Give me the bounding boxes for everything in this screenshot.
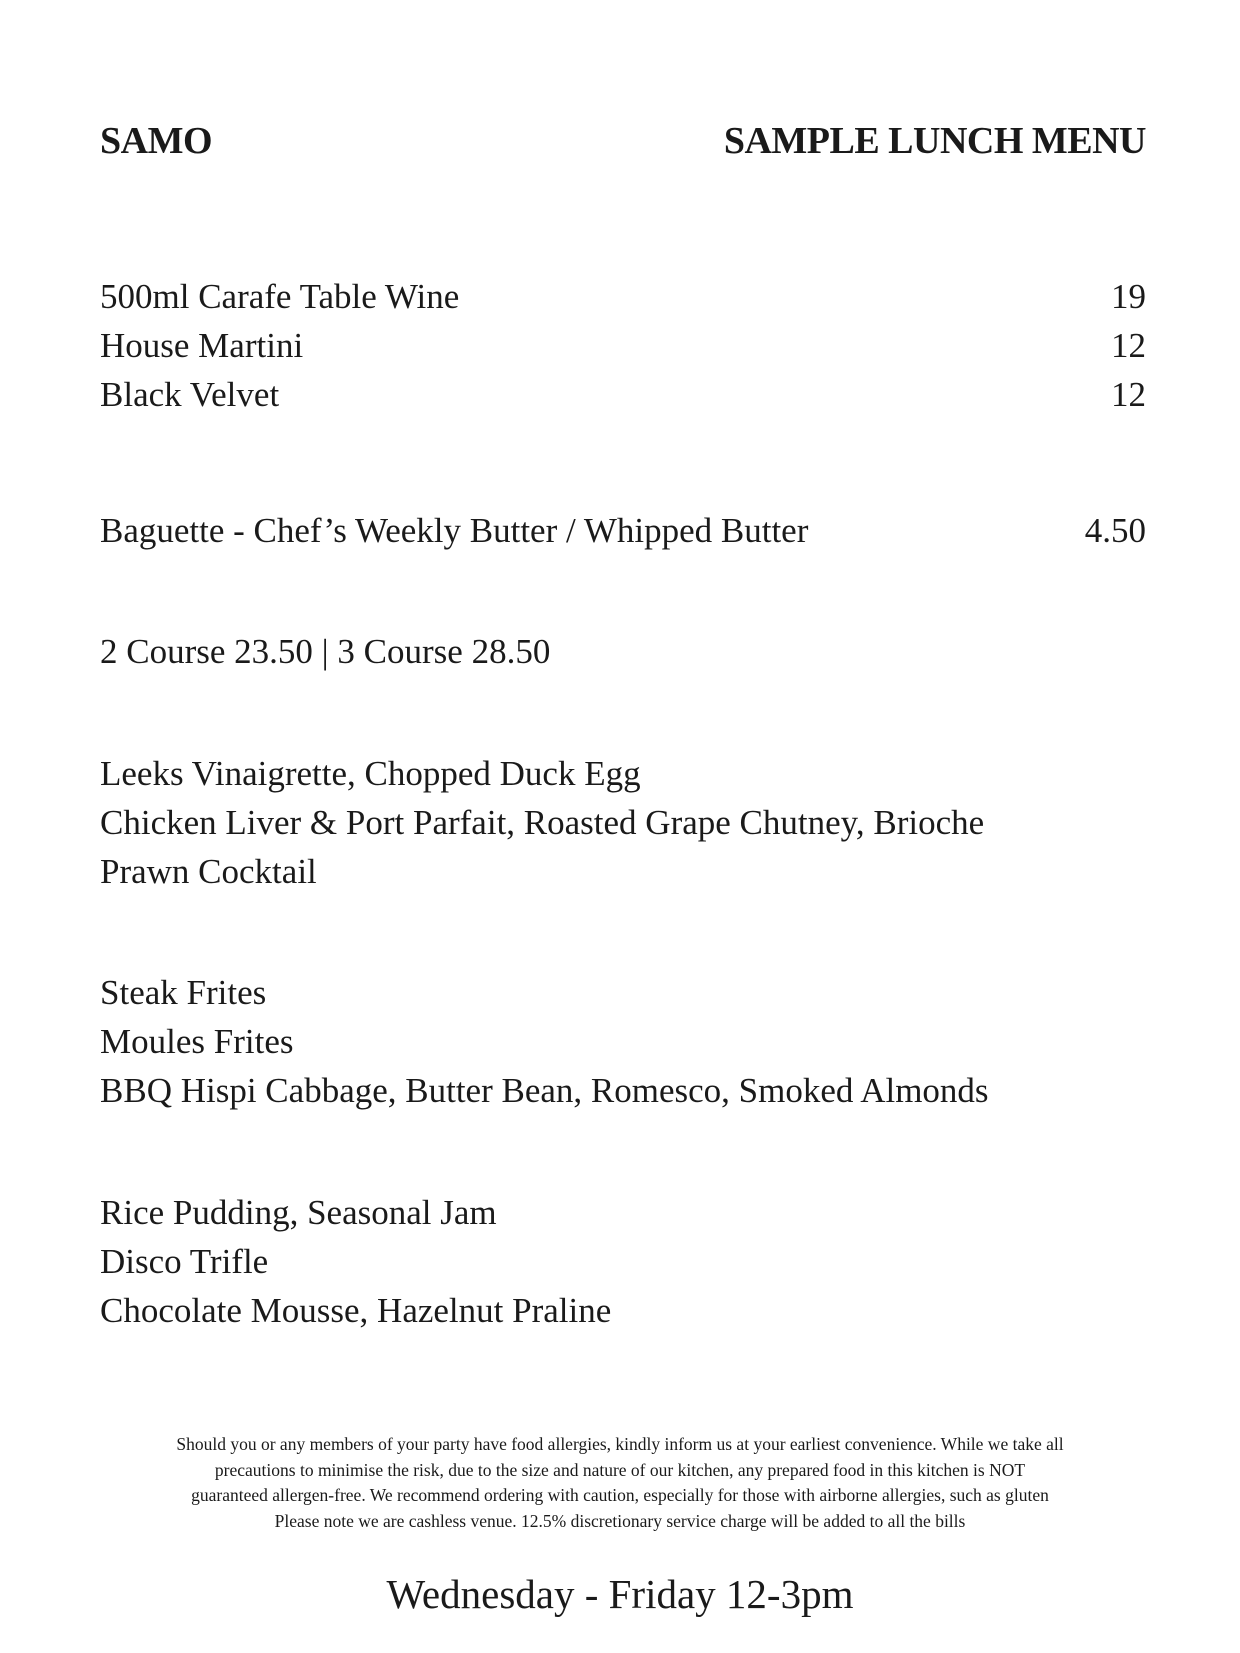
- bread-price: 4.50: [1084, 511, 1146, 550]
- main-item: Moules Frites: [100, 1022, 294, 1061]
- bread-name: Baguette - Chef’s Weekly Butter / Whipped Butter: [100, 511, 809, 550]
- dessert-item: Rice Pudding, Seasonal Jam: [100, 1193, 497, 1232]
- notice-line: Please note we are cashless venue. 12.5% discretionary service charge will be added to all the bills: [274, 1510, 966, 1531]
- main-item: Steak Frites: [100, 973, 267, 1012]
- dessert-item: Disco Trifle: [100, 1242, 269, 1281]
- drink-item: [100, 272, 1146, 321]
- notice-line: guaranteed allergen-free. We recommend ordering with caution, especially for those with airborne allergies, such as gluten: [191, 1485, 1049, 1505]
- drink-name: 500ml Carafe Table Wine: [100, 277, 460, 316]
- restaurant-name: SAMO: [100, 120, 212, 162]
- drink-item: [100, 321, 1146, 370]
- bread-item: [100, 506, 1146, 555]
- drink-price: 19: [1111, 277, 1146, 316]
- allergy-notice: [90, 1432, 1150, 1534]
- notice-line: Should you or any members of your party have food allergies, kindly inform us at your earliest convenience. While we take all: [176, 1434, 1064, 1454]
- menu-title: SAMPLE LUNCH MENU: [723, 120, 1146, 162]
- set-price-section: [100, 627, 1146, 676]
- desserts-section: [100, 1188, 1146, 1335]
- opening-hours: Wednesday - Friday 12-3pm: [386, 1571, 854, 1617]
- starter-item: Leeks Vinaigrette, Chopped Duck Egg: [100, 754, 641, 793]
- drink-price: 12: [1111, 375, 1146, 414]
- starter-item: Chicken Liver & Port Parfait, Roasted Grape Chutney, Brioche: [100, 803, 985, 842]
- drink-price: 12: [1111, 326, 1146, 365]
- menu-header: [100, 122, 1146, 160]
- starter-item: Prawn Cocktail: [100, 852, 317, 891]
- bread-section: [100, 506, 1146, 555]
- drink-name: House Martini: [100, 326, 304, 365]
- drink-item: [100, 370, 1146, 419]
- starters-section: [100, 749, 1146, 896]
- notice-line: precautions to minimise the risk, due to the size and nature of our kitchen, any prepared food in this kitchen is NOT: [214, 1459, 1026, 1480]
- drink-name: Black Velvet: [100, 375, 280, 414]
- set-price: 2 Course 23.50 | 3 Course 28.50: [100, 632, 551, 671]
- drinks-section: [100, 272, 1146, 419]
- dessert-item: Chocolate Mousse, Hazelnut Praline: [100, 1291, 612, 1330]
- mains-section: [100, 968, 1146, 1115]
- main-item: BBQ Hispi Cabbage, Butter Bean, Romesco, Smoked Almonds: [100, 1071, 989, 1110]
